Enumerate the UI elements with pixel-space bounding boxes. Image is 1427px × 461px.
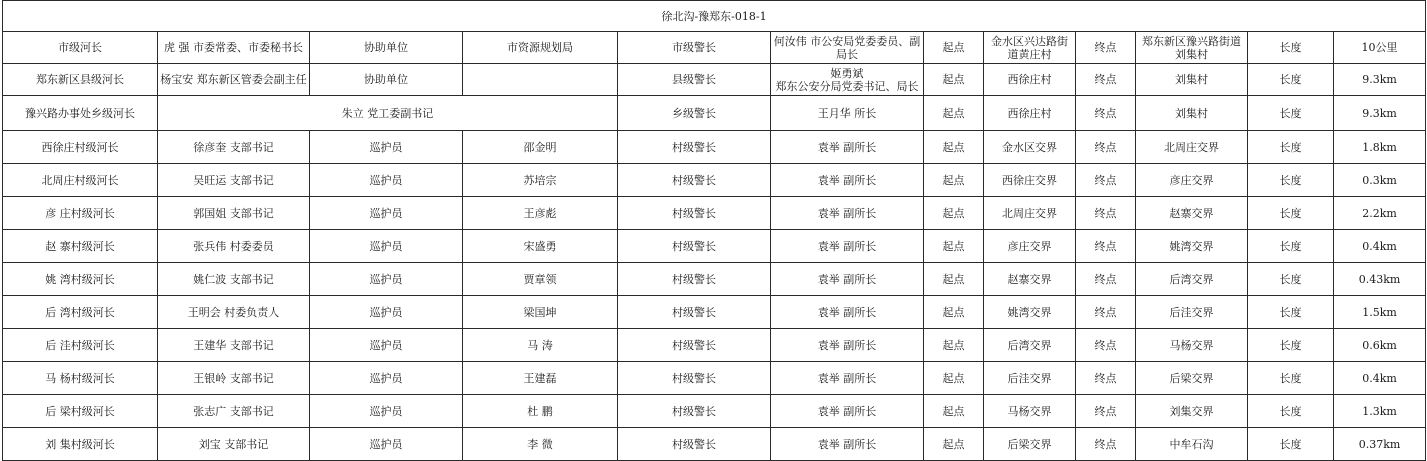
police-level-cell: 村级警长 bbox=[618, 263, 771, 296]
end-cell: 彦庄交界 bbox=[1136, 164, 1248, 197]
start-label-cell: 起点 bbox=[924, 64, 984, 96]
end-label-cell: 终点 bbox=[1076, 329, 1136, 362]
start-label-cell: 起点 bbox=[924, 263, 984, 296]
end-cell: 刘集村 bbox=[1136, 96, 1248, 131]
length-label-cell: 长度 bbox=[1248, 32, 1334, 64]
end-label-cell: 终点 bbox=[1076, 263, 1136, 296]
end-cell: 后湾交界 bbox=[1136, 263, 1248, 296]
end-label-cell: 终点 bbox=[1076, 197, 1136, 230]
end-label-cell: 终点 bbox=[1076, 64, 1136, 96]
police-level-cell: 村级警长 bbox=[618, 197, 771, 230]
end-label-cell: 终点 bbox=[1076, 131, 1136, 164]
length-label-cell: 长度 bbox=[1248, 296, 1334, 329]
start-cell: 西徐庄交界 bbox=[984, 164, 1076, 197]
chief-cell: 杨宝安 郑东新区管委会副主任 bbox=[158, 64, 310, 96]
patrol-cell: 杜 鹏 bbox=[463, 395, 618, 428]
patrol-label-cell: 巡护员 bbox=[310, 428, 463, 461]
end-cell: 姚湾交界 bbox=[1136, 230, 1248, 263]
start-cell: 西徐庄村 bbox=[984, 64, 1076, 96]
length-label-cell: 长度 bbox=[1248, 329, 1334, 362]
title-row bbox=[3, 1, 1426, 32]
table-row bbox=[3, 230, 1426, 263]
police-cell: 袁举 副所长 bbox=[771, 329, 924, 362]
length-cell: 0.6km bbox=[1334, 329, 1426, 362]
police-level-cell: 村级警长 bbox=[618, 164, 771, 197]
patrol-label-cell: 巡护员 bbox=[310, 131, 463, 164]
end-cell: 刘集村 bbox=[1136, 64, 1248, 96]
level-cell: 郑东新区县级河长 bbox=[3, 64, 158, 96]
police-cell: 袁举 副所长 bbox=[771, 263, 924, 296]
patrol-cell: 王彦彪 bbox=[463, 197, 618, 230]
level-cell: 姚 湾村级河长 bbox=[3, 263, 158, 296]
assist-unit-cell bbox=[463, 64, 618, 96]
length-cell: 0.4km bbox=[1334, 362, 1426, 395]
length-cell: 0.43km bbox=[1334, 263, 1426, 296]
police-cell: 袁举 副所长 bbox=[771, 362, 924, 395]
start-cell: 马杨交界 bbox=[984, 395, 1076, 428]
table-row bbox=[3, 263, 1426, 296]
police-level-cell: 乡级警长 bbox=[618, 96, 771, 131]
police-level-cell: 村级警长 bbox=[618, 131, 771, 164]
length-label-cell: 长度 bbox=[1248, 263, 1334, 296]
length-label-cell: 长度 bbox=[1248, 64, 1334, 96]
length-cell: 1.3km bbox=[1334, 395, 1426, 428]
end-label-cell: 终点 bbox=[1076, 428, 1136, 461]
police-level-cell: 村级警长 bbox=[618, 362, 771, 395]
table-row bbox=[3, 296, 1426, 329]
table-body bbox=[3, 1, 1426, 131]
police-cell: 袁举 副所长 bbox=[771, 428, 924, 461]
patrol-label-cell: 巡护员 bbox=[310, 395, 463, 428]
length-label-cell: 长度 bbox=[1248, 131, 1334, 164]
end-label-cell: 终点 bbox=[1076, 296, 1136, 329]
end-label-cell: 终点 bbox=[1076, 362, 1136, 395]
police-level-cell: 县级警长 bbox=[618, 64, 771, 96]
patrol-label-cell: 巡护员 bbox=[310, 263, 463, 296]
assist-label-cell: 协助单位 bbox=[310, 64, 463, 96]
start-label-cell: 起点 bbox=[924, 428, 984, 461]
end-cell: 马杨交界 bbox=[1136, 329, 1248, 362]
end-label-cell: 终点 bbox=[1076, 230, 1136, 263]
end-cell: 后洼交界 bbox=[1136, 296, 1248, 329]
table-row bbox=[3, 395, 1426, 428]
police-cell: 王月华 所长 bbox=[771, 96, 924, 131]
start-cell: 姚湾交界 bbox=[984, 296, 1076, 329]
level-cell: 后 湾村级河长 bbox=[3, 296, 158, 329]
chief-cell: 刘宝 支部书记 bbox=[158, 428, 310, 461]
start-label-cell: 起点 bbox=[924, 197, 984, 230]
length-label-cell: 长度 bbox=[1248, 428, 1334, 461]
patrol-cell: 梁国坤 bbox=[463, 296, 618, 329]
start-label-cell: 起点 bbox=[924, 32, 984, 64]
chief-cell: 张兵伟 村委委员 bbox=[158, 230, 310, 263]
police-level-cell: 村级警长 bbox=[618, 329, 771, 362]
chief-cell: 虎 强 市委常委、市委秘书长 bbox=[158, 32, 310, 64]
end-cell: 郑东新区豫兴路街道刘集村 bbox=[1136, 32, 1248, 64]
level-cell: 马 杨村级河长 bbox=[3, 362, 158, 395]
chief-cell: 郭国姐 支部书记 bbox=[158, 197, 310, 230]
start-label-cell: 起点 bbox=[924, 329, 984, 362]
police-level-cell: 村级警长 bbox=[618, 428, 771, 461]
start-cell: 金水区交界 bbox=[984, 131, 1076, 164]
start-label-cell: 起点 bbox=[924, 296, 984, 329]
level-cell: 彦 庄村级河长 bbox=[3, 197, 158, 230]
start-cell: 后湾交界 bbox=[984, 329, 1076, 362]
patrol-cell: 邵金明 bbox=[463, 131, 618, 164]
level-cell: 西徐庄村级河长 bbox=[3, 131, 158, 164]
township-level-row bbox=[3, 96, 1426, 131]
length-cell: 9.3km bbox=[1334, 64, 1426, 96]
end-cell: 后梁交界 bbox=[1136, 362, 1248, 395]
length-cell: 1.5km bbox=[1334, 296, 1426, 329]
start-label-cell: 起点 bbox=[924, 230, 984, 263]
length-label-cell: 长度 bbox=[1248, 197, 1334, 230]
end-cell: 刘集交界 bbox=[1136, 395, 1248, 428]
level-cell: 后 洼村级河长 bbox=[3, 329, 158, 362]
end-label-cell: 终点 bbox=[1076, 164, 1136, 197]
end-cell: 赵寨交界 bbox=[1136, 197, 1248, 230]
chief-cell: 姚仁波 支部书记 bbox=[158, 263, 310, 296]
end-cell: 中牟石沟 bbox=[1136, 428, 1248, 461]
length-cell: 0.3km bbox=[1334, 164, 1426, 197]
chief-cell: 王银岭 支部书记 bbox=[158, 362, 310, 395]
chief-cell: 张志广 支部书记 bbox=[158, 395, 310, 428]
police-cell: 袁举 副所长 bbox=[771, 230, 924, 263]
length-label-cell: 长度 bbox=[1248, 164, 1334, 197]
county-level-row bbox=[3, 64, 1426, 96]
end-label-cell: 终点 bbox=[1076, 32, 1136, 64]
start-label-cell: 起点 bbox=[924, 164, 984, 197]
assist-unit-cell: 市资源规划局 bbox=[463, 32, 618, 64]
village-rows bbox=[3, 131, 1426, 461]
start-label-cell: 起点 bbox=[924, 131, 984, 164]
level-cell: 市级河长 bbox=[3, 32, 158, 64]
level-cell: 后 梁村级河长 bbox=[3, 395, 158, 428]
patrol-cell: 马 涛 bbox=[463, 329, 618, 362]
end-cell: 北周庄交界 bbox=[1136, 131, 1248, 164]
patrol-label-cell: 巡护员 bbox=[310, 230, 463, 263]
length-label-cell: 长度 bbox=[1248, 362, 1334, 395]
police-level-cell: 村级警长 bbox=[618, 395, 771, 428]
police-cell: 袁举 副所长 bbox=[771, 131, 924, 164]
patrol-cell: 贾章领 bbox=[463, 263, 618, 296]
end-label-cell: 终点 bbox=[1076, 395, 1136, 428]
table-row bbox=[3, 197, 1426, 230]
patrol-cell: 王建磊 bbox=[463, 362, 618, 395]
patrol-label-cell: 巡护员 bbox=[310, 296, 463, 329]
start-cell: 彦庄交界 bbox=[984, 230, 1076, 263]
police-cell: 袁举 副所长 bbox=[771, 197, 924, 230]
table-row bbox=[3, 428, 1426, 461]
start-cell: 金水区兴达路街道黄庄村 bbox=[984, 32, 1076, 64]
patrol-cell: 宋盛勇 bbox=[463, 230, 618, 263]
patrol-cell: 苏培宗 bbox=[463, 164, 618, 197]
chief-cell: 王明会 村委负责人 bbox=[158, 296, 310, 329]
length-cell: 9.3km bbox=[1334, 96, 1426, 131]
level-cell: 赵 寨村级河长 bbox=[3, 230, 158, 263]
start-cell: 后梁交界 bbox=[984, 428, 1076, 461]
police-level-cell: 村级警长 bbox=[618, 230, 771, 263]
police-cell: 袁举 副所长 bbox=[771, 395, 924, 428]
start-cell: 赵寨交界 bbox=[984, 263, 1076, 296]
length-cell: 1.8km bbox=[1334, 131, 1426, 164]
patrol-label-cell: 巡护员 bbox=[310, 197, 463, 230]
level-cell: 豫兴路办事处乡级河长 bbox=[3, 96, 158, 131]
river-chief-table bbox=[2, 0, 1426, 461]
table-row bbox=[3, 329, 1426, 362]
level-cell: 北周庄村级河长 bbox=[3, 164, 158, 197]
table-row bbox=[3, 164, 1426, 197]
end-label-cell: 终点 bbox=[1076, 96, 1136, 131]
level-cell: 刘 集村级河长 bbox=[3, 428, 158, 461]
patrol-label-cell: 巡护员 bbox=[310, 329, 463, 362]
length-label-cell: 长度 bbox=[1248, 230, 1334, 263]
patrol-cell: 李 微 bbox=[463, 428, 618, 461]
start-label-cell: 起点 bbox=[924, 362, 984, 395]
start-cell: 西徐庄村 bbox=[984, 96, 1076, 131]
table-title: 徐北沟-豫郑东-018-1 bbox=[3, 1, 1426, 32]
chief-cell: 王建华 支部书记 bbox=[158, 329, 310, 362]
city-level-row bbox=[3, 32, 1426, 64]
chief-cell: 徐彦奎 支部书记 bbox=[158, 131, 310, 164]
police-cell: 袁举 副所长 bbox=[771, 164, 924, 197]
chief-cell: 朱立 党工委副书记 bbox=[158, 96, 618, 131]
police-cell bbox=[771, 64, 924, 96]
length-cell: 0.37km bbox=[1334, 428, 1426, 461]
start-cell: 北周庄交界 bbox=[984, 197, 1076, 230]
length-label-cell: 长度 bbox=[1248, 395, 1334, 428]
police-level-cell: 市级警长 bbox=[618, 32, 771, 64]
length-cell: 0.4km bbox=[1334, 230, 1426, 263]
police-cell: 袁举 副所长 bbox=[771, 296, 924, 329]
length-cell: 2.2km bbox=[1334, 197, 1426, 230]
patrol-label-cell: 巡护员 bbox=[310, 362, 463, 395]
start-label-cell: 起点 bbox=[924, 395, 984, 428]
start-label-cell: 起点 bbox=[924, 96, 984, 131]
police-level-cell: 村级警长 bbox=[618, 296, 771, 329]
police-name: 姬勇斌 bbox=[830, 66, 864, 80]
start-cell: 后洼交界 bbox=[984, 362, 1076, 395]
table-row bbox=[3, 131, 1426, 164]
length-label-cell: 长度 bbox=[1248, 96, 1334, 131]
assist-label-cell: 协助单位 bbox=[310, 32, 463, 64]
police-title: 郑东公安分局党委书记、局长 bbox=[775, 79, 919, 93]
length-cell: 10公里 bbox=[1334, 32, 1426, 64]
chief-cell: 吴旺运 支部书记 bbox=[158, 164, 310, 197]
patrol-label-cell: 巡护员 bbox=[310, 164, 463, 197]
police-cell: 何汝伟 市公安局党委委员、副局长 bbox=[771, 32, 924, 64]
table-row bbox=[3, 362, 1426, 395]
